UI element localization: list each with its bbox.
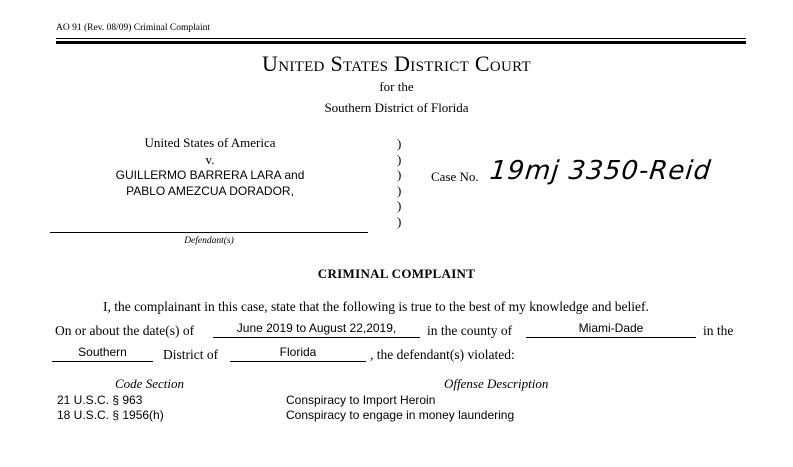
caption-parentheses: ) ) ) ) ) ) [397,136,402,229]
state-field: Florida [230,345,366,362]
code-section-header: Code Section [115,376,184,391]
plaintiff-name: United States of America [144,135,276,150]
offense-description-2: Conspiracy to engage in money laundering [286,408,515,422]
defendants-caption: Defendant(s) [184,236,234,246]
header-rule-thick [56,41,746,44]
district-of-label: District of [163,347,219,362]
violated-text: , the defendant(s) violated: [370,347,515,362]
district-name-field: Southern [52,345,153,362]
header-rule-thin [56,38,746,39]
complaint-heading: CRIMINAL COMPLAINT [317,266,476,281]
case-number-handwritten: 19mj 3350-Reid [488,156,713,186]
on-or-about-label: On or about the date(s) of [55,323,195,338]
court-title: United States District Court [262,51,531,76]
defendant-line-2: PABLO AMEZCUA DORADOR, [126,184,294,198]
complainant-statement: I, the complainant in this case, state that the following is true to the best of my knowledge and belief. [103,299,649,314]
in-the-label: in the [703,323,734,338]
code-section-2: 18 U.S.C. § 1956(h) [57,408,164,422]
defendant-line-1: GUILLERMO BARRERA LARA and [115,168,305,182]
dates-field: June 2019 to August 22,2019, [213,321,420,338]
in-county-label: in the county of [427,323,513,338]
offense-description-header: Offense Description [444,376,549,391]
county-field: Miami-Dade [526,321,696,338]
offense-description-1: Conspiracy to Import Heroin [286,393,436,407]
district-title: Southern District of Florida [324,100,469,115]
form-identifier: AO 91 (Rev. 08/09) Criminal Complaint [56,23,211,33]
defendant-signature-line [50,232,368,233]
for-the-text: for the [379,79,414,94]
code-section-1: 21 U.S.C. § 963 [57,393,143,407]
case-number-label: Case No. [431,169,479,184]
versus-text: v. [205,152,215,167]
